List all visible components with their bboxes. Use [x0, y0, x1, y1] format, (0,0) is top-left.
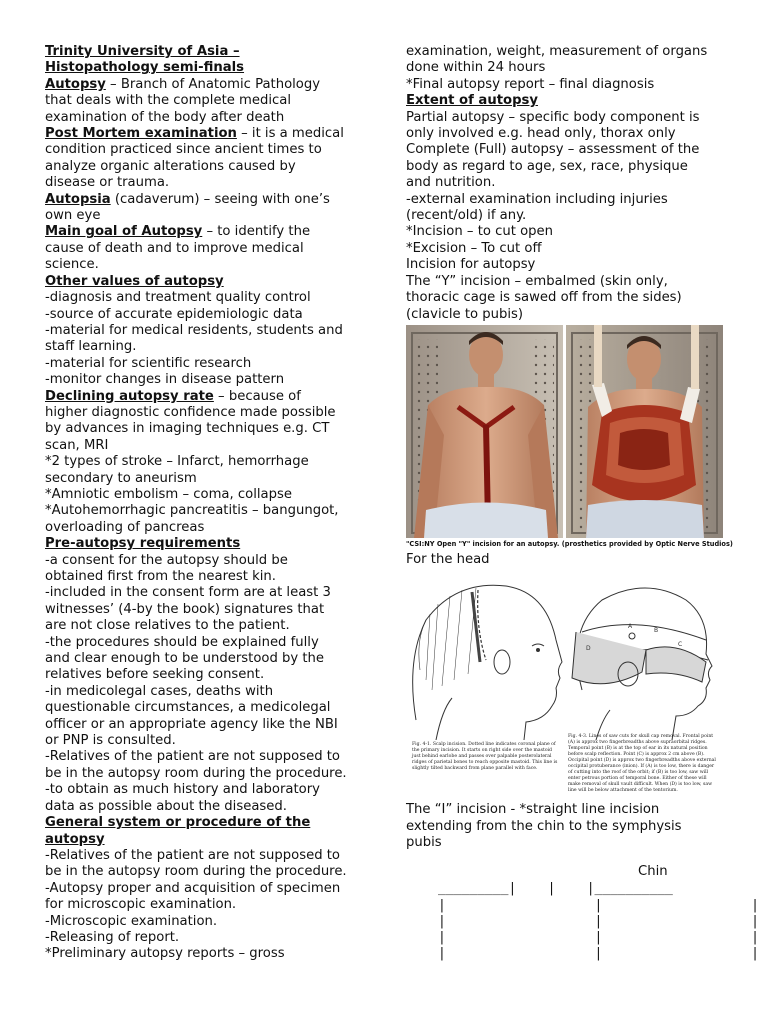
text-line: only involved e.g. head only, thorax only — [406, 126, 676, 142]
text-line: done within 24 hours — [406, 60, 546, 76]
list-item: are not close relatives to the patient. — [45, 618, 290, 634]
text-line: *Final autopsy report – final diagnosis — [406, 76, 655, 92]
scalp-incision-drawing — [413, 586, 562, 741]
text-line: thoracic cage is sawed off from the sides) — [406, 290, 682, 306]
text-line: and nutrition. — [406, 175, 496, 191]
text-line: by advances in imaging techniques e.g. CT — [45, 421, 330, 437]
autopsia-definition: Autopsia (cadaverum) – seeing with one’s — [45, 191, 330, 207]
list-item: overloading of pancreas — [45, 519, 205, 535]
list-item: -Microscopic examination. — [45, 913, 218, 929]
diagram-row: | | | — [438, 898, 759, 913]
svg-text:A: A — [628, 623, 633, 631]
text-line: higher diagnostic confidence made possible — [45, 404, 336, 420]
head-figures-graphic — [406, 570, 719, 740]
text-line: Partial autopsy – specific body component is — [406, 109, 700, 125]
text-line: scan, MRI — [45, 437, 109, 453]
list-item: *Preliminary autopsy reports – gross — [45, 946, 285, 962]
text-line: -external examination including injuries — [406, 191, 668, 207]
diagram-row: | | | — [438, 914, 759, 929]
left-column — [45, 44, 365, 963]
list-item: -material for medical residents, students and — [45, 322, 343, 338]
postmortem-definition: Post Mortem examination – it is a medical — [45, 126, 344, 142]
doc-title-line2: Histopathology semi-finals — [45, 60, 245, 76]
text-line: *Excision – To cut off — [406, 240, 542, 256]
heading-extent: Extent of autopsy — [406, 93, 538, 109]
list-item: be in the autopsy room during the procedure. — [45, 864, 347, 880]
heading-other-values: Other values of autopsy — [45, 273, 224, 289]
skull-cap-drawing — [572, 588, 712, 740]
text-line: examination, weight, measurement of organs — [406, 44, 708, 59]
y-incision-photo — [406, 325, 723, 538]
list-item: obtained first from the nearest kin. — [45, 569, 276, 584]
term-autopsy: Autopsy — [45, 76, 106, 92]
list-item: officer or an appropriate agency like the NBI — [45, 716, 338, 732]
fig-4-3-caption: Fig. 4-3. Lines of saw cuts for skull cap removal. Frontal point (A) is approx two fingerbreadths above supraorbital ridges. Temporal point (B) is at the top of ear in its natural position before scalp reflection. Point (C) is approx 2 cm above (B). Occipital point (D) is approx two fingerbreadths above external occipital protuberance (inion). If (A) is too low, there is danger of cutting into the roof of the orbit; if (B) is too low, saw will enter petrous portion of temporal bone. Either of these will make removal of skull vault difficult. When (D) is too low, saw line will be below attachment of the tentorium. — [568, 734, 716, 794]
svg-text:B: B — [654, 627, 659, 635]
list-item: *2 types of stroke – Infarct, hemorrhage — [45, 454, 309, 470]
text-line: Incision for autopsy — [406, 257, 536, 273]
text-line: examination of the body after death — [45, 109, 285, 125]
photo-caption: "CSI:NY Open "Y" incision for an autopsy. (prosthetics provided by Optic Nerve Studios) — [406, 539, 733, 548]
text-line: pubis — [406, 835, 442, 851]
list-item: -source of accurate epidemiologic data — [45, 306, 303, 322]
list-item: -a consent for the autopsy should be — [45, 552, 288, 568]
text-line: that deals with the complete medical — [45, 93, 292, 109]
term-declining-rate: Declining autopsy rate — [45, 388, 214, 404]
list-item: -in medicolegal cases, deaths with — [45, 683, 274, 699]
doc-title-line1: Trinity University of Asia – — [45, 44, 240, 59]
list-item: or PNP is consulted. — [45, 733, 176, 749]
text-line: own eye — [45, 208, 101, 224]
list-item: -the procedures should be explained fully — [45, 634, 319, 650]
list-item: and clear enough to be understood by the — [45, 651, 325, 667]
list-item: *Autohemorrhagic pancreatitis – bangungot, — [45, 503, 339, 519]
term-autopsia: Autopsia — [45, 191, 111, 207]
text-line: The “I” incision - *straight line incision — [406, 802, 660, 818]
goal-definition: Main goal of Autopsy – to identify the — [45, 224, 311, 240]
list-item: questionable circumstances, a medicolegal — [45, 700, 331, 716]
list-item: data as possible about the diseased. — [45, 798, 287, 814]
text-line: analyze organic alterations caused by — [45, 158, 296, 174]
diagram-top-line: _________| | |__________ — [438, 881, 673, 896]
text-line: Complete (Full) autopsy – assessment of the — [406, 142, 700, 158]
list-item: staff learning. — [45, 339, 137, 355]
list-item: -monitor changes in disease pattern — [45, 372, 285, 388]
label-for-the-head: For the head — [406, 551, 490, 567]
list-item: witnesses’ (4-by the book) signatures that — [45, 601, 325, 617]
text-line: science. — [45, 257, 99, 273]
text-line: condition practiced since ancient times to — [45, 142, 322, 158]
list-item: -diagnosis and treatment quality control — [45, 290, 311, 306]
list-item: -Relatives of the patient are not supposed to — [45, 847, 340, 863]
declining-definition: Declining autopsy rate – because of — [45, 388, 301, 404]
list-item: -included in the consent form are at least 3 — [45, 585, 331, 601]
list-item: be in the autopsy room during the procedure. — [45, 765, 347, 781]
heading-general-system-1: General system or procedure of the — [45, 815, 311, 831]
text-line: (clavicle to pubis) — [406, 306, 524, 322]
list-item: relatives before seeking consent. — [45, 667, 265, 683]
text-line: extending from the chin to the symphysis — [406, 818, 682, 834]
list-item: *Amniotic embolism – coma, collapse — [45, 486, 292, 502]
text-line: *Incision – to cut open — [406, 224, 554, 240]
list-item: for microscopic examination. — [45, 897, 237, 913]
list-item: -Relatives of the patient are not supposed to — [45, 749, 340, 765]
heading-pre-autopsy: Pre-autopsy requirements — [45, 536, 241, 552]
heading-general-system-2: autopsy — [45, 831, 105, 847]
list-item: -Autopsy proper and acquisition of specimen — [45, 880, 341, 896]
list-item: -Releasing of report. — [45, 929, 180, 945]
term-post-mortem: Post Mortem examination — [45, 126, 237, 142]
diagram-row: | | | — [438, 946, 759, 961]
diagram-row: | | | — [438, 930, 759, 945]
chin-label: Chin — [638, 864, 668, 879]
right-column — [406, 44, 733, 852]
fig-4-1-caption: Fig. 4-1. Scalp incision. Dotted line indicates coronal plane of the primary incision. It starts on right side over the mastoid just behind earlobe and passes over palpable posterolateral ridges of parietal bones to reach opposite mastoid. This line is slightly tilted backward from plane parallel with face. — [412, 742, 558, 772]
y-incision-photo-graphic — [406, 325, 723, 538]
autopsy-definition: Autopsy – Branch of Anatomic Pathology — [45, 76, 321, 92]
term-main-goal: Main goal of Autopsy — [45, 224, 203, 240]
list-item: -to obtain as much history and laboratory — [45, 782, 320, 798]
list-item: -material for scientific research — [45, 355, 252, 371]
head-incision-figures — [406, 570, 719, 802]
svg-text:D: D — [586, 645, 591, 653]
list-item: secondary to aneurism — [45, 470, 197, 486]
svg-text:C: C — [678, 641, 683, 649]
text-line: cause of death and to improve medical — [45, 240, 304, 256]
text-line: body as regard to age, sex, race, physique — [406, 158, 688, 174]
text-line: The “Y” incision – embalmed (skin only, — [406, 273, 668, 289]
text-line: disease or trauma. — [45, 175, 170, 191]
text-line: (recent/old) if any. — [406, 208, 527, 224]
